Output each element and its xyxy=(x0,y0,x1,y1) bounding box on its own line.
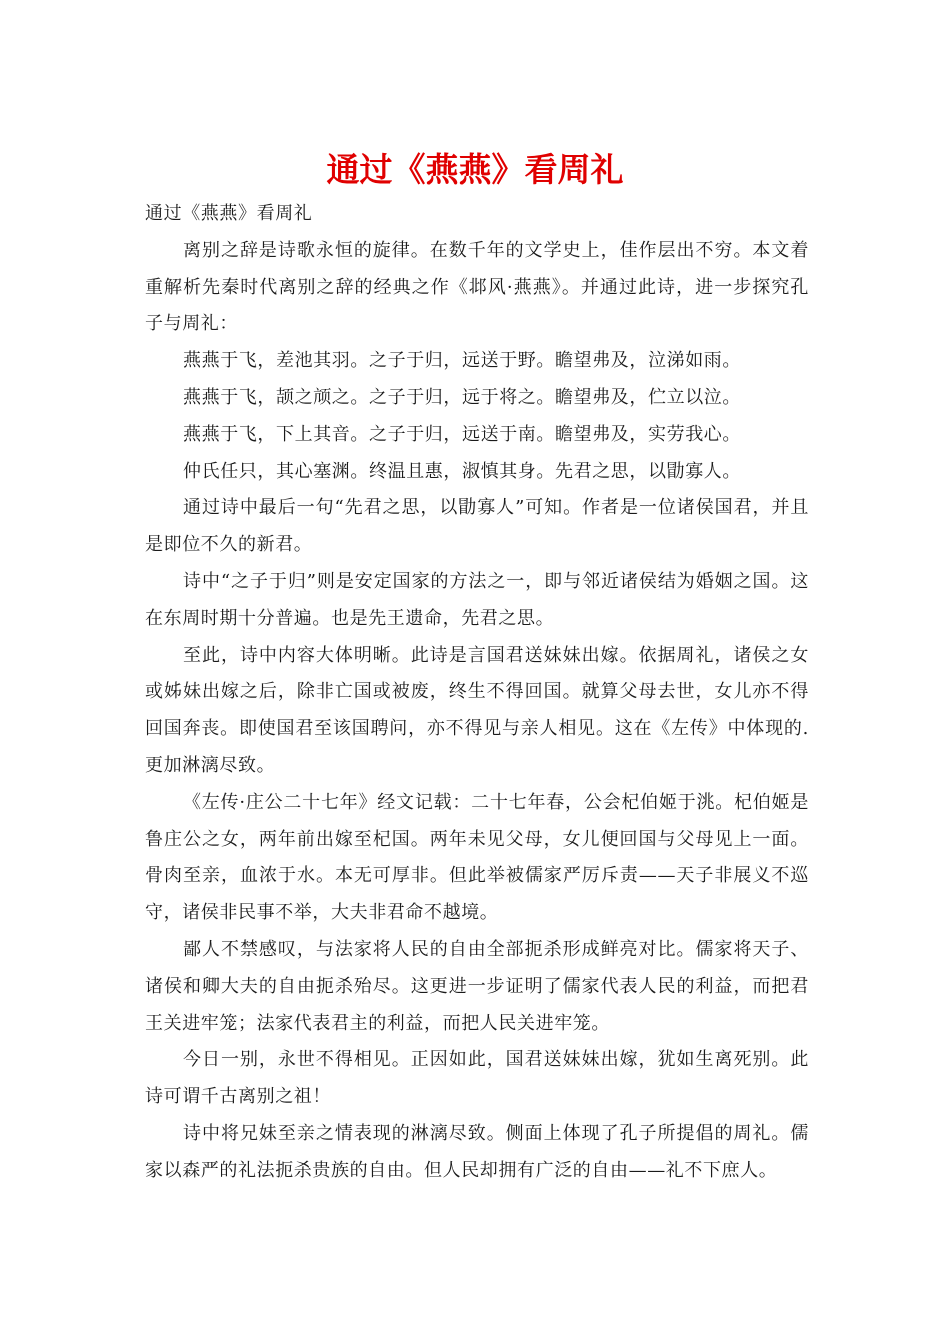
paragraph: 鄙人不禁感叹，与法家将人民的自由全部扼杀形成鲜亮对比。儒家将天子、诸侯和卿大夫的自由扼杀殆尽。这更进一步证明了儒家代表人民的利益，而把君王关进牢笼；法家代表君主的利益，而把人民关进牢笼。 xyxy=(145,938,809,1034)
paragraph: 诗中“之子于归”则是安定国家的方法之一，即与邻近诸侯结为婚姻之国。这在东周时期十分普遍。也是先王遗命，先君之思。 xyxy=(145,570,809,629)
poem-line: 燕燕于飞，下上其音。之子于归，远送于南。瞻望弗及，实劳我心。 xyxy=(183,423,741,445)
paragraph: 至此，诗中内容大体明晰。此诗是言国君送妹妹出嫁。依据周礼，诸侯之女或姊妹出嫁之后，除非亡国或被废，终生不得回国。就算父母去世，女儿亦不得回国奔丧。即使国君至该国聘问，亦不得见与亲人相见。这在《左传》中体现的.更加淋漓尽致。 xyxy=(145,644,809,776)
document-body xyxy=(145,196,809,1190)
document-subtitle: 通过《燕燕》看周礼 xyxy=(145,203,313,224)
poem-line: 燕燕于飞，差池其羽。之子于归，远送于野。瞻望弗及，泣涕如雨。 xyxy=(183,350,741,372)
poem-line: 仲氏任只，其心塞渊。终温且惠，淑慎其身。先君之思，以勖寡人。 xyxy=(183,460,741,482)
paragraph: 离别之辞是诗歌永恒的旋律。在数千年的文学史上，佳作层出不穷。本文着重解析先秦时代离别之辞的经典之作《邶风·燕燕》。并通过此诗，进一步探究孔子与周礼： xyxy=(145,239,809,335)
paragraph: 《左传·庄公二十七年》经文记载：二十七年春，公会杞伯姬于洮。杞伯姬是鲁庄公之女，两年前出嫁至杞国。两年未见父母，女儿便回国与父母见上一面。骨肉至亲，血浓于水。本无可厚非。但此举被儒家严厉斥责——天子非展义不巡守，诸侯非民事不举，大夫非君命不越境。 xyxy=(145,791,809,924)
paragraph: 诗中将兄妹至亲之情表现的淋漓尽致。侧面上体现了孔子所提倡的周礼。儒家以森严的礼法扼杀贵族的自由。但人民却拥有广泛的自由——礼不下庶人。 xyxy=(145,1122,809,1181)
paragraph: 通过诗中最后一句“先君之思，以勖寡人”可知。作者是一位诸侯国君，并且是即位不久的新君。 xyxy=(145,497,809,556)
paragraph: 今日一别，永世不得相见。正因如此，国君送妹妹出嫁，犹如生离死别。此诗可谓千古离别之祖！ xyxy=(145,1049,809,1108)
poem-line: 燕燕于飞，颉之颃之。之子于归，远于将之。瞻望弗及，伫立以泣。 xyxy=(183,386,741,408)
document-title: 通过《燕燕》看周礼 xyxy=(326,150,624,189)
